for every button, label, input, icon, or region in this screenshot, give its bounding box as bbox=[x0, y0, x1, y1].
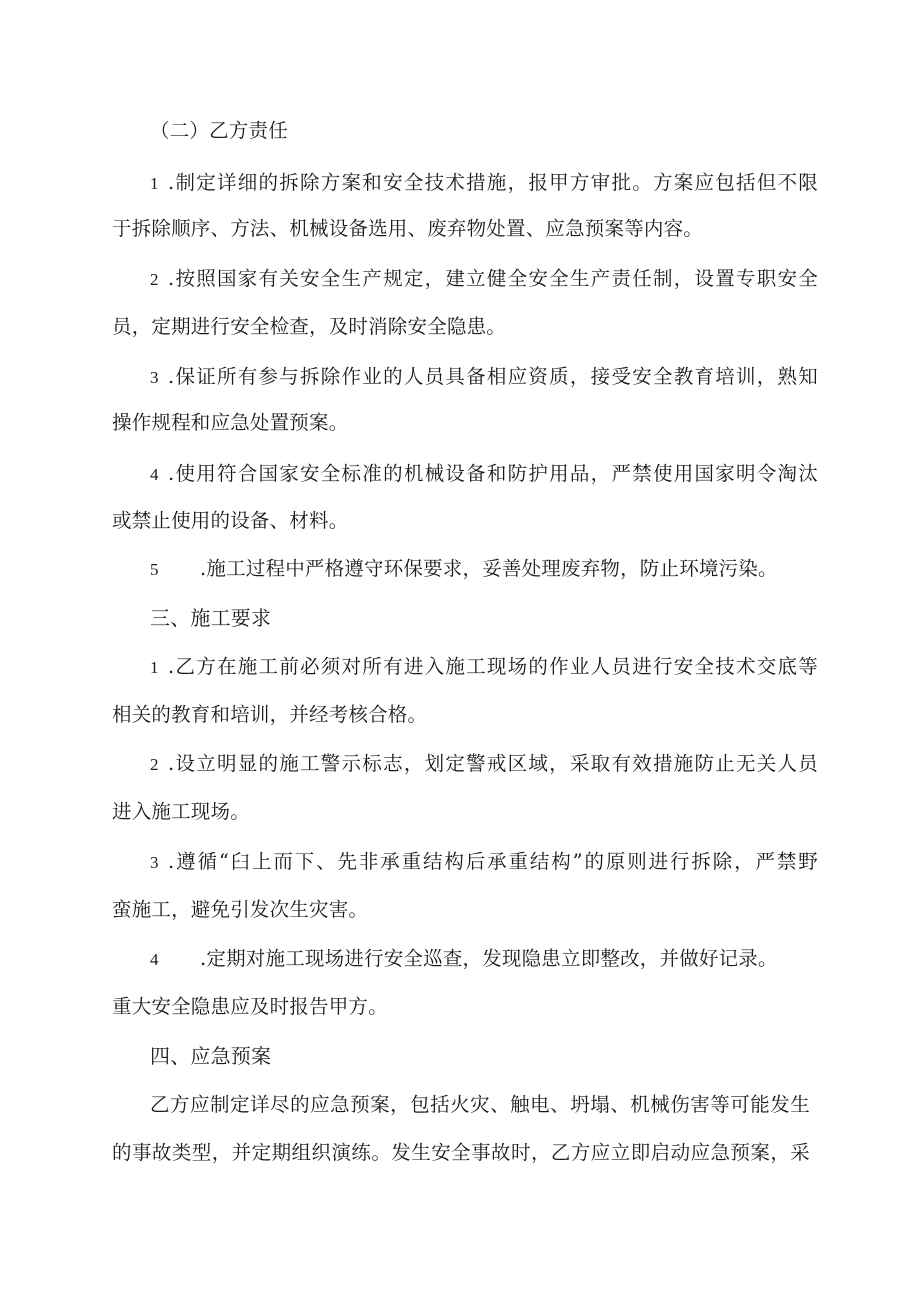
item-text-continued: 操作规程和应急处置预案。 bbox=[112, 411, 349, 434]
item-number: 3 bbox=[150, 368, 159, 387]
list-item-line bbox=[150, 849, 818, 876]
item-text: .按照国家有关安全生产规定，建立健全安全生产责任制，设置专职安全 bbox=[168, 267, 818, 290]
item-text-continued: 于拆除顺序、方法、机械设备选用、废弃物处置、应急预案等内容。 bbox=[112, 217, 704, 240]
item-text-continued: 相关的教育和培训，并经考核合格。 bbox=[112, 703, 428, 726]
paragraph-line bbox=[112, 1140, 810, 1166]
item-number: 4 bbox=[150, 465, 159, 484]
item-number: 2 bbox=[150, 270, 159, 289]
item-text: .保证所有参与拆除作业的人员具备相应资质，接受安全教育培训，熟知 bbox=[168, 365, 818, 388]
list-item-line bbox=[150, 364, 818, 391]
item-text: .施工过程中严格遵守环保要求，妥善处理废弃物，防止环境污染。 bbox=[200, 557, 778, 580]
list-item-line bbox=[150, 266, 818, 293]
item-text: .使用符合国家安全标准的机械设备和防护用品，严禁使用国家明令淘汰 bbox=[168, 462, 818, 485]
list-item-line bbox=[150, 556, 778, 583]
list-item-line bbox=[150, 170, 818, 197]
paragraph-text: 乙方应制定详尽的应急预案，包括火灾、触电、坍塌、机械伤害等可能发生 bbox=[150, 1093, 810, 1116]
paragraph-line bbox=[150, 1092, 810, 1118]
list-item-line bbox=[150, 946, 778, 973]
item-text-continued: 蛮施工，避免引发次生灾害。 bbox=[112, 898, 369, 921]
item-text: .定期对施工现场进行安全巡查，发现隐患立即整改，并做好记录。 bbox=[200, 947, 778, 970]
list-item-line bbox=[150, 461, 818, 488]
item-number: 2 bbox=[150, 755, 159, 774]
item-text-continued: 重大安全隐患应及时报告甲方。 bbox=[112, 995, 388, 1018]
list-item-line bbox=[150, 654, 818, 681]
item-text-continued: 或禁止使用的设备、材料。 bbox=[112, 509, 349, 532]
item-number: 5 bbox=[150, 560, 159, 579]
item-number: 1 bbox=[150, 174, 159, 193]
item-number: 3 bbox=[150, 853, 159, 872]
list-item-line bbox=[150, 751, 818, 778]
item-text-continued: 进入施工现场。 bbox=[112, 800, 250, 823]
section-heading-party-b-duties: （二）乙方责任 bbox=[150, 119, 288, 142]
item-text-continued: 员，定期进行安全检查，及时消除安全隐患。 bbox=[112, 315, 507, 338]
item-text: .遵循“臼上而下、先非承重结构后承重结构”的原则进行拆除，严禁野 bbox=[168, 850, 818, 873]
item-text: .设立明显的施工警示标志，划定警戒区域，采取有效措施防止无关人员 bbox=[168, 752, 818, 775]
section-heading-emergency-plan: 四、应急预案 bbox=[150, 1044, 272, 1068]
item-text: .乙方在施工前必须对所有进入施工现场的作业人员进行安全技术交底等 bbox=[168, 655, 818, 678]
paragraph-text: 的事故类型，并定期组织演练。发生安全事故时，乙方应立即启动应急预案，采 bbox=[112, 1141, 810, 1164]
section-heading-construction-requirements: 三、施工要求 bbox=[150, 606, 272, 630]
item-number: 4 bbox=[150, 950, 159, 969]
item-text: .制定详细的拆除方案和安全技术措施，报甲方审批。方案应包括但不限 bbox=[168, 171, 818, 194]
item-number: 1 bbox=[150, 658, 159, 677]
